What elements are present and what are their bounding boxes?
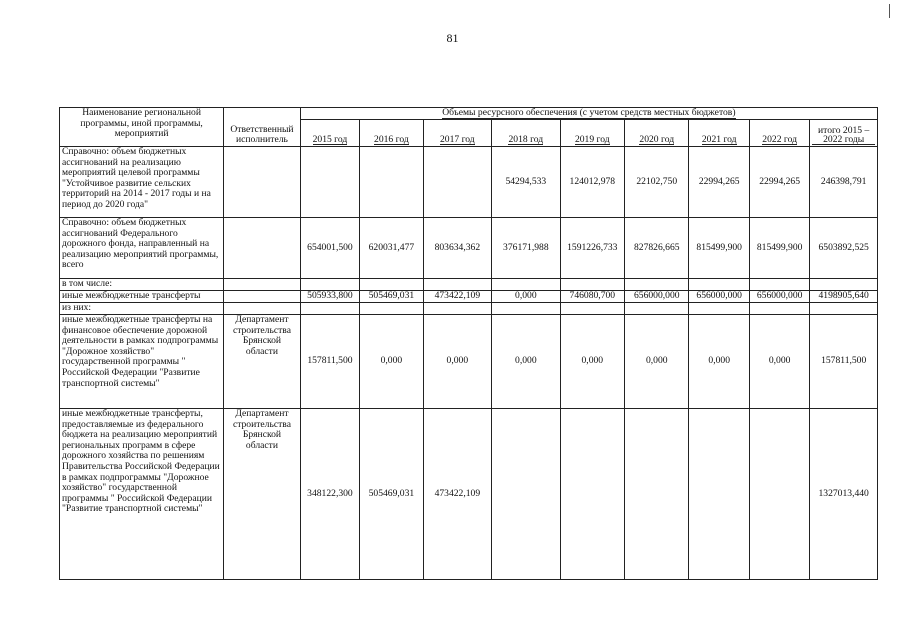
cell-value: 505469,031 — [360, 291, 423, 303]
row-name: из них: — [60, 303, 224, 315]
cell-value: 124012,978 — [560, 147, 624, 218]
cell-total: 157811,500 — [810, 315, 878, 409]
cell-value: 505933,800 — [300, 291, 359, 303]
row-responsible: Департамент строительства Брянской области — [224, 409, 301, 580]
cell-value: 1591226,733 — [560, 218, 624, 279]
cell-value: 22102,750 — [625, 147, 689, 218]
cell-total: 1327013,440 — [810, 409, 878, 580]
header-year: 2019 год — [560, 120, 624, 147]
table-row — [60, 291, 878, 303]
cell-value — [423, 147, 491, 218]
row-name: иные межбюджетные трансферты — [60, 291, 224, 303]
header-volumes-label: Объемы ресурсного обеспечения (с учетом средств местных бюджетов) — [442, 107, 736, 118]
row-name: Справочно: объем бюджетных ассигнований Федерального дорожного фонда, направленный на реализацию мероприятий программы, всего — [60, 218, 224, 279]
cell-value: 656000,000 — [689, 291, 749, 303]
header-row-group — [60, 108, 878, 120]
cell-value — [423, 303, 491, 315]
budget-table — [59, 107, 878, 580]
row-name: в том числе: — [60, 279, 224, 291]
cell-value — [689, 279, 749, 291]
cell-value — [625, 303, 689, 315]
header-year: 2015 год — [300, 120, 359, 147]
header-volumes-group — [300, 108, 877, 120]
cell-value: 505469,031 — [360, 409, 423, 580]
row-responsible: Департамент строительства Брянской области — [224, 315, 301, 409]
row-name: Справочно: объем бюджетных ассигнований на реализацию мероприятий целевой программы "Устойчивое развитие сельских территорий на 2014 - 2017 годы и на период до 2020 года" — [60, 147, 224, 218]
cell-value — [560, 279, 624, 291]
cell-value — [560, 409, 624, 580]
cell-value — [492, 409, 560, 580]
table-row — [60, 279, 878, 291]
cell-value — [560, 303, 624, 315]
cell-value: 656000,000 — [749, 291, 809, 303]
header-year: 2017 год — [423, 120, 491, 147]
cell-value: 0,000 — [689, 315, 749, 409]
header-name-column: Наименование региональной программы, иной программы, мероприятий — [60, 108, 224, 147]
cell-value: 348122,300 — [300, 409, 359, 580]
cell-value: 0,000 — [360, 315, 423, 409]
header-year: 2020 год — [625, 120, 689, 147]
row-name: иные межбюджетные трансферты, предоставляемые из федерального бюджета на реализацию мероприятий региональных программ в сфере дорожного хозяйства по решениям Правительства Российской Федерации в рамках подпрограммы "Дорожное хозяйство" государственной программы " Российской Федерации "Развитие транспортной системы" — [60, 409, 224, 580]
header-year: 2021 год — [689, 120, 749, 147]
cell-value — [300, 147, 359, 218]
cell-value: 22994,265 — [749, 147, 809, 218]
cell-value: 803634,362 — [423, 218, 491, 279]
cell-value — [749, 279, 809, 291]
table-row — [60, 315, 878, 409]
header-year: 2022 год — [749, 120, 809, 147]
row-responsible — [224, 279, 301, 291]
scan-edge-mark — [889, 4, 890, 18]
table-row — [60, 218, 878, 279]
row-responsible — [224, 291, 301, 303]
cell-value: 654001,500 — [300, 218, 359, 279]
cell-value — [749, 303, 809, 315]
cell-value: 0,000 — [492, 315, 560, 409]
cell-value: 0,000 — [625, 315, 689, 409]
cell-value: 0,000 — [749, 315, 809, 409]
cell-value: 22994,265 — [689, 147, 749, 218]
cell-value — [360, 303, 423, 315]
cell-value: 0,000 — [423, 315, 491, 409]
cell-value: 746080,700 — [560, 291, 624, 303]
cell-value — [625, 409, 689, 580]
table-row — [60, 303, 878, 315]
cell-value: 157811,500 — [300, 315, 359, 409]
cell-value — [689, 303, 749, 315]
cell-value — [300, 303, 359, 315]
row-responsible — [224, 147, 301, 218]
row-responsible — [224, 218, 301, 279]
cell-total — [810, 279, 878, 291]
cell-value — [300, 279, 359, 291]
row-name: иные межбюджетные трансферты на финансовое обеспечение дорожной деятельности в рамках подпрограммы "Дорожное хозяйство" государственной программы " Российской Федерации "Развитие транспортной системы" — [60, 315, 224, 409]
cell-value: 815499,900 — [749, 218, 809, 279]
header-responsible-column: Ответственный исполнитель — [224, 108, 301, 147]
header-year: 2018 год — [492, 120, 560, 147]
cell-total: 246398,791 — [810, 147, 878, 218]
cell-value: 473422,109 — [423, 291, 491, 303]
cell-value — [492, 279, 560, 291]
row-responsible — [224, 303, 301, 315]
cell-value: 376171,988 — [492, 218, 560, 279]
cell-value — [423, 279, 491, 291]
cell-value: 54294,533 — [492, 147, 560, 218]
cell-total — [810, 303, 878, 315]
cell-value: 656000,000 — [625, 291, 689, 303]
cell-value: 620031,477 — [360, 218, 423, 279]
header-year: 2016 год — [360, 120, 423, 147]
table-row — [60, 147, 878, 218]
header-total: итого 2015 – 2022 годы — [810, 120, 878, 147]
cell-value: 827826,665 — [625, 218, 689, 279]
cell-value — [492, 303, 560, 315]
cell-value: 0,000 — [492, 291, 560, 303]
cell-value — [749, 409, 809, 580]
cell-value — [689, 409, 749, 580]
cell-total: 6503892,525 — [810, 218, 878, 279]
cell-value: 815499,900 — [689, 218, 749, 279]
cell-value: 473422,109 — [423, 409, 491, 580]
cell-value: 0,000 — [560, 315, 624, 409]
cell-value — [360, 147, 423, 218]
table-row — [60, 409, 878, 580]
cell-value — [625, 279, 689, 291]
page-number: 81 — [446, 31, 459, 45]
cell-value — [360, 279, 423, 291]
cell-total: 4198905,640 — [810, 291, 878, 303]
